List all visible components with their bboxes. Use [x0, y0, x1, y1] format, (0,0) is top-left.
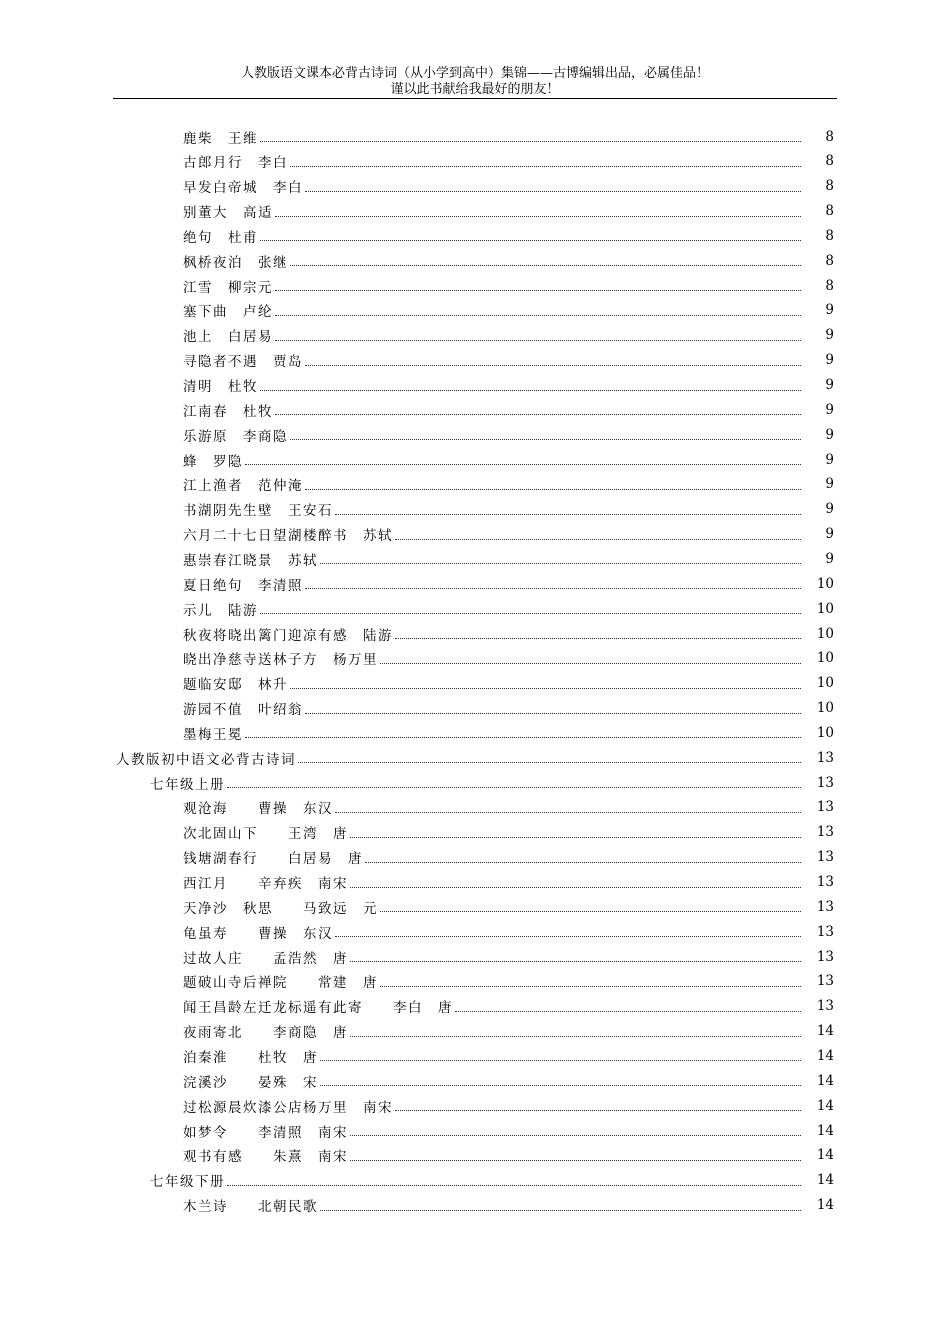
toc-entry-title: 龟虽寿 曹操 东汉 — [183, 925, 333, 942]
toc-entry-title: 鹿柴 王维 — [183, 130, 258, 147]
toc-page-number: 14 — [816, 1197, 834, 1214]
toc-page-number: 9 — [825, 550, 834, 567]
toc-entry[interactable] — [0, 720, 950, 745]
toc-page-number: 8 — [825, 178, 834, 195]
toc-page-number: 13 — [816, 874, 834, 890]
toc-entry-title: 次北固山下 王湾 唐 — [183, 826, 348, 843]
toc-entry-line — [183, 149, 803, 174]
toc-entry-title: 闻王昌龄左迁龙标遥有此寄 李白 唐 — [183, 1000, 453, 1017]
dot-leader — [455, 1011, 801, 1012]
dot-leader — [290, 439, 801, 440]
toc-entry-title: 江上渔者 范仲淹 — [183, 478, 303, 495]
dot-leader — [350, 961, 801, 962]
toc-entry[interactable] — [0, 646, 950, 671]
toc-page-number: 10 — [816, 600, 834, 617]
dot-leader — [298, 762, 801, 763]
toc-page-number: 9 — [825, 352, 834, 369]
dot-leader — [275, 340, 801, 341]
toc-page-number: 14 — [816, 1122, 834, 1139]
toc-entry-line — [183, 373, 803, 398]
toc-entry-title: 过松源晨炊漆公店杨万里 南宋 — [183, 1099, 393, 1116]
dot-leader — [305, 365, 801, 366]
toc-entry-line — [183, 820, 803, 845]
toc-entry[interactable] — [0, 373, 950, 398]
toc-entry-title: 木兰诗 北朝民歌 — [183, 1199, 318, 1216]
toc-page-number: 13 — [816, 948, 834, 965]
dot-leader — [335, 812, 801, 813]
toc-entry-line — [183, 348, 803, 373]
toc-page-number: 14 — [816, 1072, 834, 1089]
toc-entry-line — [183, 845, 803, 870]
toc-entry[interactable] — [0, 919, 950, 944]
toc-entry-line — [183, 1118, 803, 1143]
toc-entry-line — [183, 546, 803, 571]
toc-page-number: 13 — [816, 799, 834, 816]
dot-leader — [275, 414, 801, 415]
dot-leader — [245, 737, 801, 738]
header-title: 人教版语文课本必背古诗词（从小学到高中）集锦——古博编辑出品，必属佳品！ — [240, 66, 709, 81]
toc-page-number: 9 — [825, 501, 834, 518]
toc-entry[interactable] — [0, 546, 950, 571]
dot-leader — [380, 986, 801, 987]
toc-entry-title: 清明 杜牧 — [183, 379, 258, 395]
toc-page-number: 9 — [825, 327, 834, 344]
toc-entry[interactable] — [0, 174, 950, 199]
toc-entry-title: 泊秦淮 杜牧 唐 — [183, 1049, 318, 1066]
toc-page-number: 9 — [825, 426, 834, 443]
toc-entry-line — [183, 1068, 803, 1093]
toc-page-number: 9 — [825, 377, 834, 393]
dot-leader — [275, 315, 801, 316]
dot-leader — [395, 539, 801, 540]
toc-entry[interactable] — [0, 845, 950, 870]
toc-entry-title: 夜雨寄北 李商隐 唐 — [183, 1025, 348, 1042]
toc-entry[interactable] — [0, 795, 950, 820]
toc-entry-line — [183, 497, 803, 522]
toc-page-number: 9 — [825, 476, 834, 493]
toc-entry-title: 人教版初中语文必背古诗词 — [116, 751, 296, 768]
toc-entry[interactable] — [0, 124, 950, 149]
toc-entry-title: 乐游原 李商隐 — [183, 428, 288, 445]
toc-entry[interactable] — [0, 1143, 950, 1168]
dot-leader — [380, 911, 801, 912]
toc-entry[interactable] — [0, 1118, 950, 1143]
toc-entry[interactable] — [0, 248, 950, 273]
toc-entry[interactable] — [0, 944, 950, 969]
toc-entry[interactable] — [0, 149, 950, 174]
toc-entry-line — [183, 621, 803, 646]
toc-entry[interactable] — [0, 348, 950, 373]
toc-page-number: 10 — [816, 700, 834, 717]
toc-entry-title: 书湖阴先生壁 王安石 — [183, 503, 333, 520]
toc-entry-line — [183, 1019, 803, 1044]
dot-leader — [320, 1210, 801, 1211]
toc-entry-title: 蜂 罗隐 — [183, 453, 243, 470]
toc-page-number: 10 — [816, 675, 834, 692]
toc-page-number: 14 — [816, 1097, 834, 1114]
toc-entry-line — [183, 174, 803, 199]
toc-entry[interactable] — [0, 472, 950, 497]
toc-page-number: 13 — [816, 998, 834, 1015]
toc-entry[interactable] — [0, 1043, 950, 1068]
toc-page-number: 9 — [825, 451, 834, 468]
toc-entry-line — [183, 397, 803, 422]
toc-page-number: 8 — [825, 227, 834, 244]
toc-entry-title: 观沧海 曹操 东汉 — [183, 801, 333, 818]
toc-entry[interactable] — [0, 397, 950, 422]
toc-entry-line — [183, 870, 803, 895]
toc-entry[interactable] — [0, 223, 950, 248]
toc-page-number: 13 — [816, 824, 834, 841]
dot-leader — [290, 688, 801, 689]
dot-leader — [290, 166, 801, 167]
dot-leader — [275, 290, 801, 291]
dot-leader — [350, 1160, 801, 1161]
toc-entry-title: 游园不值 叶绍翁 — [183, 702, 303, 719]
toc-entry-line — [183, 795, 803, 820]
toc-page-number: 10 — [816, 724, 834, 741]
dot-leader — [335, 936, 801, 937]
dot-leader — [245, 464, 801, 465]
dot-leader — [227, 1185, 801, 1186]
toc-entry[interactable] — [0, 1068, 950, 1093]
toc-entry-title: 江雪 柳宗元 — [183, 279, 273, 296]
toc-entry[interactable] — [0, 1168, 950, 1193]
dot-leader — [380, 663, 801, 664]
toc-entry-line — [150, 1168, 803, 1193]
toc-entry-title: 示儿 陆游 — [183, 602, 258, 619]
dot-leader — [260, 390, 801, 391]
toc-entry-title: 天净沙 秋思 马致远 元 — [183, 900, 378, 917]
toc-entry-line — [183, 944, 803, 969]
dot-leader — [227, 787, 801, 788]
toc-entry[interactable] — [0, 323, 950, 348]
toc-page-number: 10 — [816, 625, 834, 642]
dot-leader — [260, 613, 801, 614]
toc-page-number: 13 — [816, 774, 834, 791]
toc-page-number: 10 — [816, 575, 834, 592]
toc-entry-line — [183, 1193, 803, 1218]
dot-leader — [320, 563, 801, 564]
dot-leader — [350, 1036, 801, 1037]
toc-entry-title: 惠崇春江晓景 苏轼 — [183, 552, 318, 569]
toc-entry-title: 枫桥夜泊 张继 — [183, 254, 288, 271]
toc-entry-title: 六月二十七日望湖楼醉书 苏轼 — [183, 528, 393, 545]
toc-page-number: 8 — [825, 153, 834, 170]
toc-entry-title: 浣溪沙 晏殊 宋 — [183, 1074, 318, 1091]
toc-entry-line — [183, 894, 803, 919]
toc-page-number: 10 — [816, 650, 834, 667]
toc-entry-title: 七年级下册 — [150, 1174, 225, 1191]
toc-entry[interactable] — [0, 571, 950, 596]
toc-page-number: 8 — [825, 252, 834, 269]
toc-entry[interactable] — [0, 671, 950, 696]
toc-entry-title: 江南春 杜牧 — [183, 403, 273, 420]
dot-leader — [290, 265, 801, 266]
toc-entry-line — [183, 223, 803, 248]
toc-page-number: 13 — [816, 898, 834, 915]
toc-entry[interactable] — [0, 199, 950, 224]
dot-leader — [305, 489, 801, 490]
header-divider — [113, 98, 837, 99]
toc-entry-line — [183, 994, 803, 1019]
toc-page-number: 14 — [816, 1147, 834, 1164]
dot-leader — [350, 887, 801, 888]
toc-page-number: 9 — [825, 401, 834, 418]
toc-entry-title: 如梦令 李清照 南宋 — [183, 1124, 348, 1141]
dot-leader — [335, 514, 801, 515]
toc-entry-line — [183, 571, 803, 596]
dot-leader — [350, 837, 801, 838]
toc-entry-title: 早发白帝城 李白 — [183, 180, 303, 197]
toc-entry[interactable] — [0, 969, 950, 994]
toc-entry-line — [183, 671, 803, 696]
toc-entry-title: 塞下曲 卢纶 — [183, 304, 273, 321]
toc-page-number: 8 — [825, 277, 834, 294]
toc-entry-title: 题破山寺后禅院 常建 唐 — [183, 975, 378, 992]
toc-page-number: 14 — [816, 1023, 834, 1040]
toc-entry-line — [183, 1143, 803, 1168]
dot-leader — [395, 638, 801, 639]
toc-page-number: 8 — [825, 128, 834, 145]
toc-entry[interactable] — [0, 522, 950, 547]
dot-leader — [395, 1110, 801, 1111]
dot-leader — [320, 1085, 801, 1086]
toc-entry[interactable] — [0, 621, 950, 646]
dot-leader — [260, 240, 801, 241]
toc-entry[interactable] — [0, 298, 950, 323]
toc-entry-title: 绝句 杜甫 — [183, 229, 258, 246]
toc-entry[interactable] — [0, 273, 950, 298]
toc-entry[interactable] — [0, 1193, 950, 1218]
toc-entry-title: 池上 白居易 — [183, 329, 273, 346]
dot-leader — [275, 216, 801, 217]
dot-leader — [305, 713, 801, 714]
toc-entry-line — [183, 919, 803, 944]
toc-entry[interactable] — [0, 820, 950, 845]
toc-entry-title: 寻隐者不遇 贾岛 — [183, 354, 303, 371]
toc-entry-title: 夏日绝句 李清照 — [183, 577, 303, 594]
dot-leader — [260, 141, 801, 142]
toc-entry[interactable] — [0, 696, 950, 721]
toc-entry-line — [183, 273, 803, 298]
toc-entry[interactable] — [0, 994, 950, 1019]
toc-entry[interactable] — [0, 1093, 950, 1118]
toc-entry-line — [183, 596, 803, 621]
dot-leader — [350, 1135, 801, 1136]
toc-page-number: 13 — [816, 923, 834, 940]
toc-entry-line — [183, 422, 803, 447]
header-dedication: 谨以此书献给我最好的朋友！ — [390, 82, 560, 97]
toc-entry-title: 晓出净慈寺送林子方 杨万里 — [183, 652, 378, 669]
toc-page-number: 9 — [825, 302, 834, 319]
toc-entry-title: 别董大 高适 — [183, 205, 273, 222]
toc-entry[interactable] — [0, 1019, 950, 1044]
dot-leader — [320, 1060, 801, 1061]
toc-entry-line — [183, 472, 803, 497]
toc-entry-title: 过故人庄 孟浩然 唐 — [183, 950, 348, 967]
toc-page-number: 13 — [816, 973, 834, 990]
toc-page-number: 13 — [816, 849, 834, 866]
toc-entry[interactable] — [0, 447, 950, 472]
toc-entry-line — [116, 745, 803, 770]
toc-entry-title: 墨梅王冕 — [183, 726, 243, 743]
toc-entry-title: 题临安邸 林升 — [183, 677, 288, 694]
toc-page-number: 8 — [825, 203, 834, 220]
toc-entry[interactable] — [0, 894, 950, 919]
toc-entry-line — [183, 1043, 803, 1068]
toc-entry[interactable] — [0, 745, 950, 770]
toc-entry-title: 西江月 辛弃疾 南宋 — [183, 876, 348, 892]
toc-entry[interactable] — [0, 596, 950, 621]
toc-entry[interactable] — [0, 422, 950, 447]
dot-leader — [365, 862, 801, 863]
toc-entry[interactable] — [0, 497, 950, 522]
toc-entry-title: 秋夜将晓出篱门迎凉有感 陆游 — [183, 627, 393, 644]
dot-leader — [305, 191, 801, 192]
toc-entry-line — [183, 720, 803, 745]
toc-entry-line — [183, 298, 803, 323]
toc-page-number: 14 — [816, 1172, 834, 1189]
dot-leader — [305, 588, 801, 589]
toc-entry-title: 古郎月行 李白 — [183, 155, 288, 172]
toc-entry[interactable] — [0, 870, 950, 895]
toc-page-number: 13 — [816, 749, 834, 766]
toc-entry[interactable] — [0, 770, 950, 795]
toc-page-number: 9 — [825, 526, 834, 543]
toc-entry-line — [183, 447, 803, 472]
page-header — [113, 66, 837, 98]
toc-entry-title: 观书有感 朱熹 南宋 — [183, 1149, 348, 1166]
toc-entry-line — [183, 1093, 803, 1118]
toc-entry-line — [183, 323, 803, 348]
toc-entry-line — [183, 522, 803, 547]
toc-entry-line — [183, 646, 803, 671]
toc-entry-line — [183, 696, 803, 721]
toc-entry-line — [183, 248, 803, 273]
toc-entry-title: 七年级上册 — [150, 776, 225, 793]
toc-entry-line — [183, 199, 803, 224]
toc-entry-line — [183, 969, 803, 994]
toc-entry-line — [183, 124, 803, 149]
toc-page-number: 14 — [816, 1047, 834, 1064]
toc-entry-line — [150, 770, 803, 795]
toc-entry-title: 钱塘湖春行 白居易 唐 — [183, 851, 363, 868]
